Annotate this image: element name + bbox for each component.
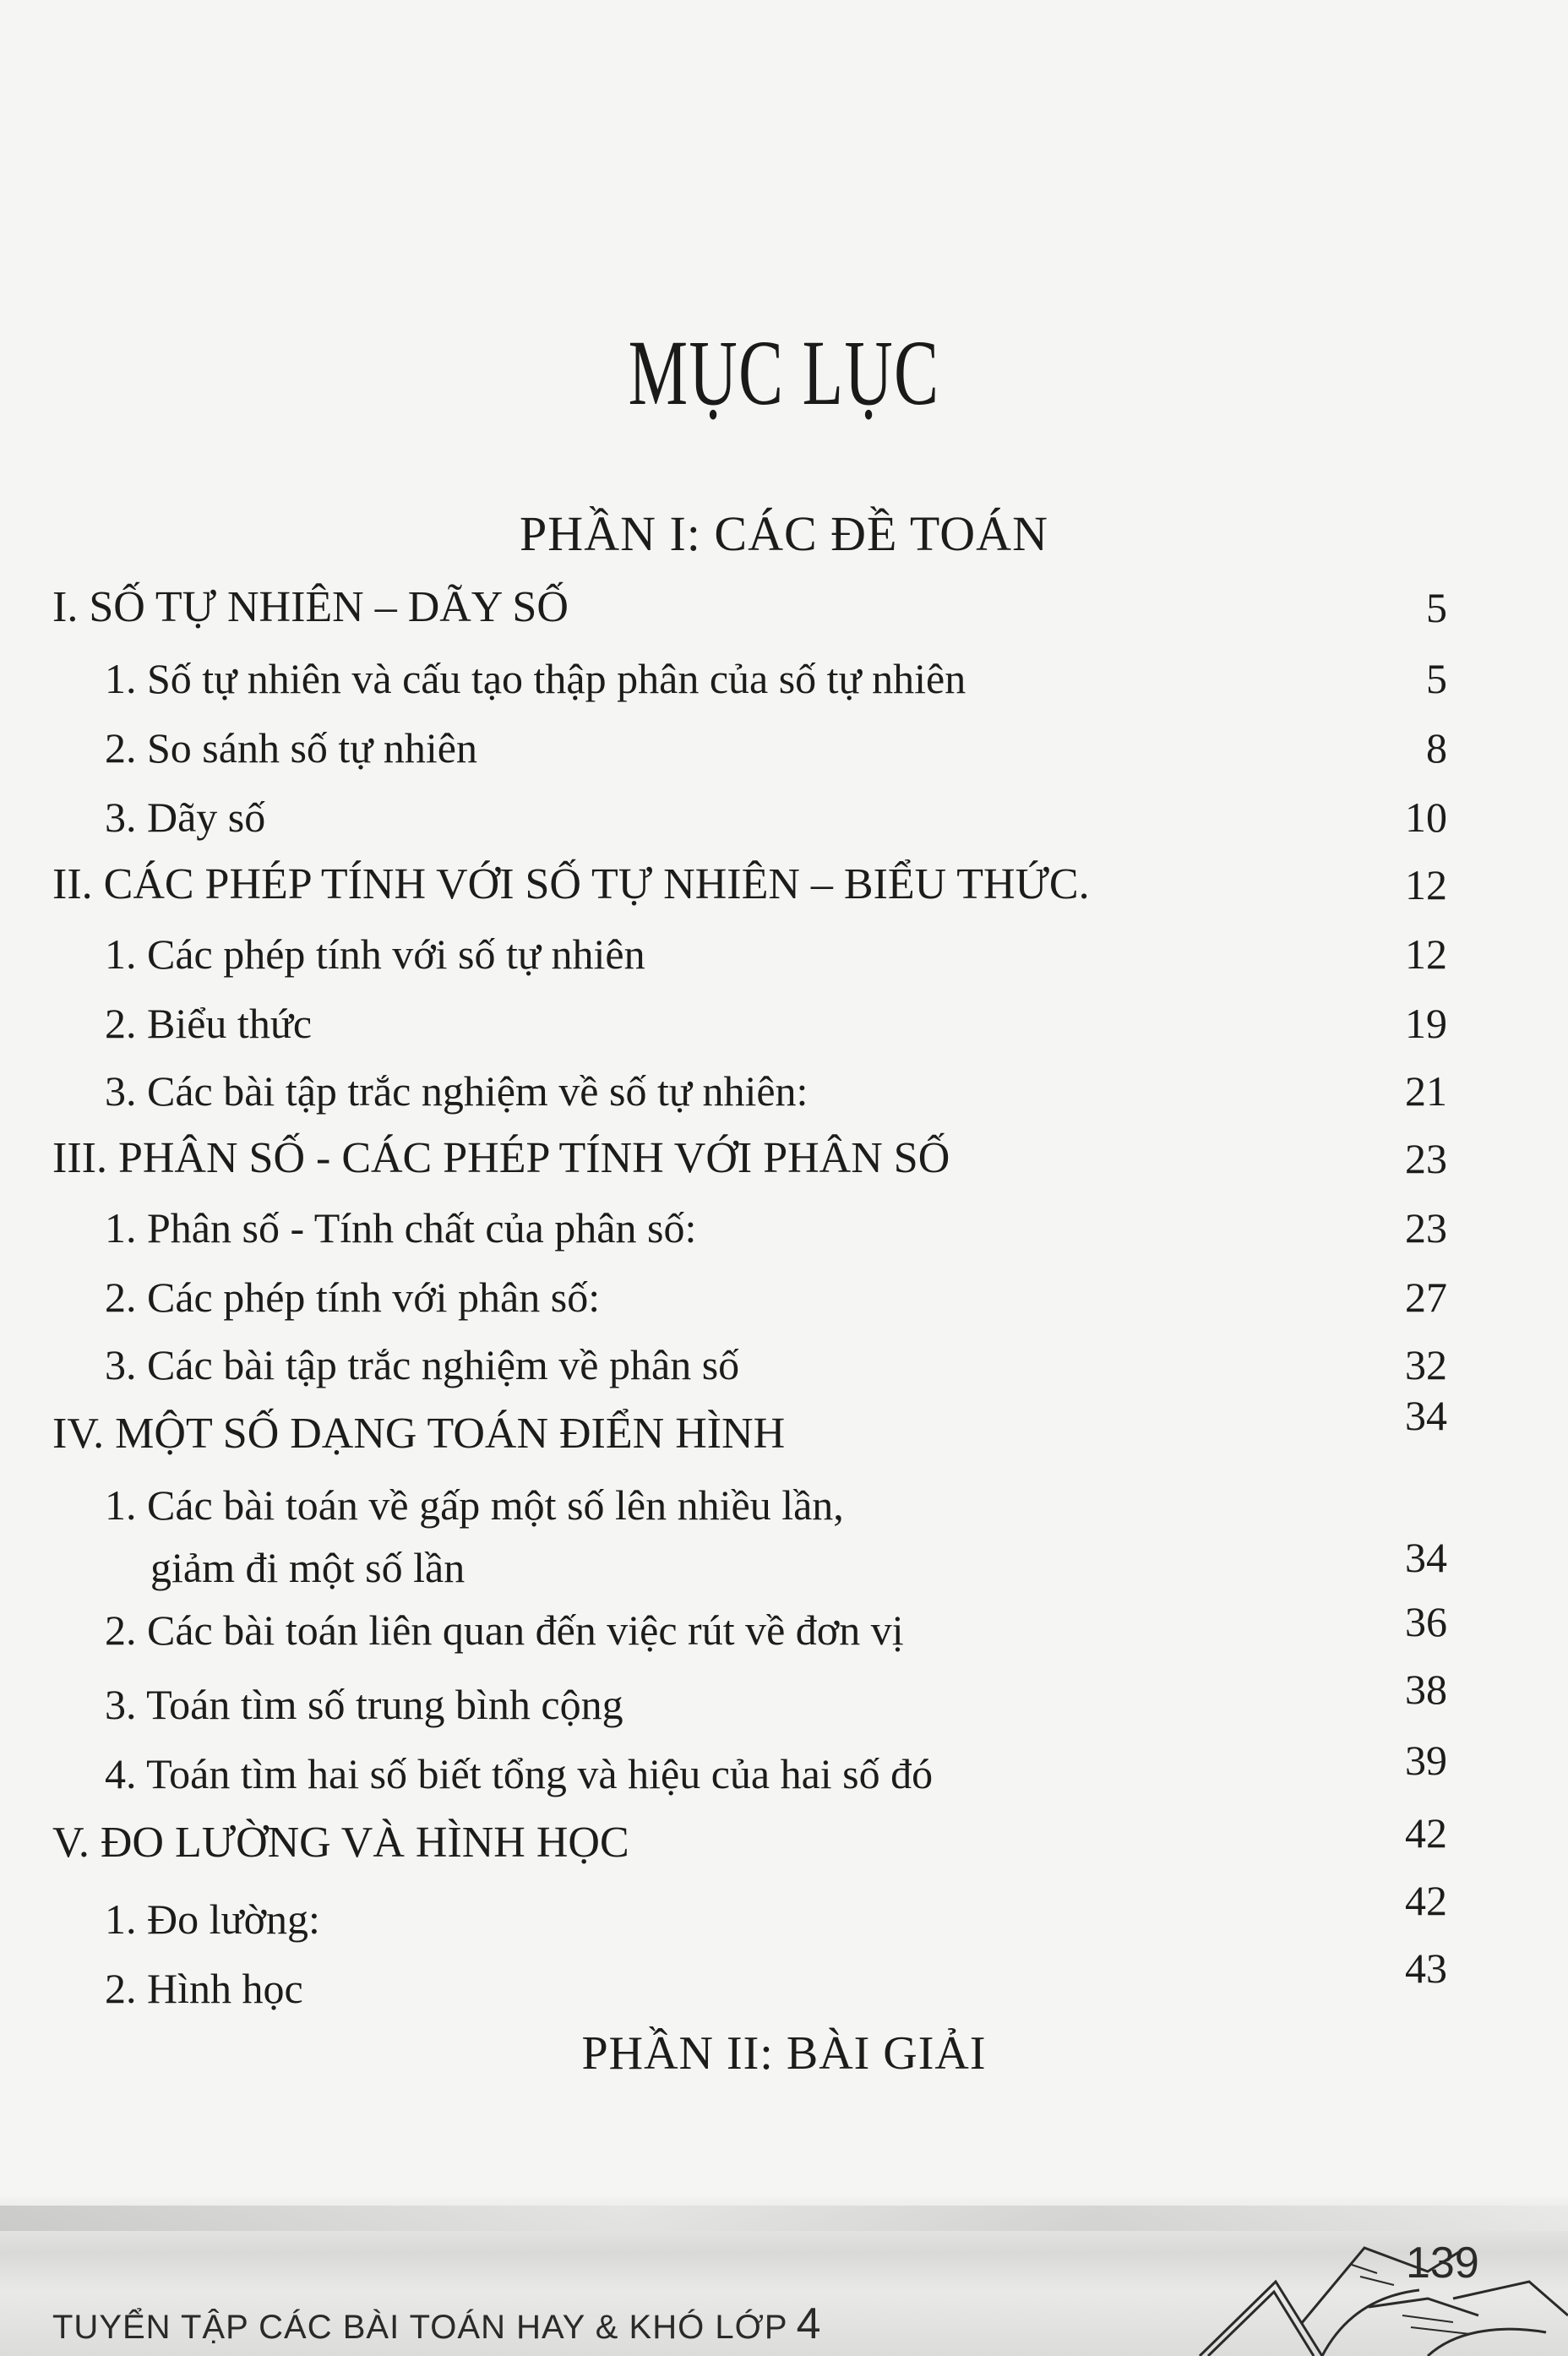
- toc-item-label: 1. Các bài toán về gấp một số lên nhiều lần,: [105, 1481, 844, 1529]
- toc-item[interactable]: [0, 1944, 1568, 2018]
- toc-page-number: 32: [1405, 1341, 1447, 1388]
- toc-page-number: 38: [1405, 1666, 1447, 1713]
- page-title: MỤC LỤC: [628, 321, 940, 424]
- toc-section-5[interactable]: [0, 1809, 1568, 1873]
- part-1-heading: PHẦN I: CÁC ĐỀ TOÁN: [520, 506, 1048, 561]
- toc-page-number: 5: [1426, 584, 1447, 631]
- toc-item[interactable]: [0, 649, 1568, 708]
- toc-page-number: 42: [1405, 1809, 1447, 1857]
- toc-item-label: 3. Các bài tập trắc nghiệm về phân số: [105, 1341, 740, 1388]
- toc-item-label-continued: giảm đi một số lần: [150, 1544, 466, 1591]
- toc-page-number: 8: [1426, 724, 1447, 772]
- toc-page-number: 34: [1405, 1534, 1447, 1581]
- toc-section-4[interactable]: [0, 1392, 1568, 1464]
- toc-item-label: 1. Các phép tính với số tự nhiên: [105, 930, 645, 978]
- footer-page-number: 139: [1406, 2239, 1479, 2288]
- toc-item[interactable]: [0, 1268, 1568, 1327]
- toc-section-label: I. SỐ TỰ NHIÊN – DÃY SỐ: [52, 583, 569, 631]
- toc-item-label: 2. Các phép tính với phân số:: [105, 1273, 601, 1321]
- toc-item[interactable]: [0, 1475, 1568, 1602]
- toc-item-label: 1. Đo lường:: [105, 1895, 320, 1943]
- toc-page-number: 42: [1405, 1877, 1447, 1924]
- part-2-heading: PHẦN II: BÀI GIẢI: [581, 2027, 987, 2080]
- toc-section-1[interactable]: [0, 578, 1568, 637]
- toc-page-number: 34: [1405, 1392, 1447, 1439]
- toc-item[interactable]: [0, 1666, 1568, 1734]
- toc-item-label: 2. Các bài toán liên quan đến việc rút về đơn vị: [105, 1606, 904, 1654]
- toc-item-label: 3. Các bài tập trắc nghiệm về số tự nhiên:: [105, 1067, 808, 1115]
- toc-item-label: 4. Toán tìm hai số biết tổng và hiệu của hai số đó: [105, 1750, 934, 1797]
- footer-grade: 4: [796, 2299, 822, 2348]
- footer-book-title-text: TUYỂN TẬP CÁC BÀI TOÁN HAY & KHÓ LỚP: [52, 2309, 788, 2346]
- toc-section-2[interactable]: [0, 855, 1568, 914]
- toc-item[interactable]: [0, 1598, 1568, 1660]
- toc-item[interactable]: [0, 1877, 1568, 1949]
- toc-page-number: 12: [1405, 861, 1447, 908]
- toc-page-number: 27: [1405, 1273, 1447, 1321]
- toc-page-number: 5: [1426, 655, 1447, 702]
- toc-item-label: 1. Phân số - Tính chất của phân số:: [105, 1204, 697, 1252]
- toc-item[interactable]: [0, 788, 1568, 847]
- toc-section-label: V. ĐO LƯỜNG VÀ HÌNH HỌC: [52, 1819, 629, 1867]
- toc-page-number: 23: [1405, 1135, 1447, 1182]
- toc-item-label: 1. Số tự nhiên và cấu tạo thập phân của số tự nhiên: [105, 655, 966, 702]
- footer-book-title: [52, 2299, 821, 2349]
- toc-item[interactable]: [0, 1737, 1568, 1803]
- toc-item-label: 2. So sánh số tự nhiên: [105, 724, 477, 772]
- toc-page-number: 23: [1405, 1204, 1447, 1252]
- toc-item[interactable]: [0, 1198, 1568, 1257]
- open-book-icon: [1174, 2214, 1568, 2356]
- toc-page-number: 36: [1405, 1598, 1447, 1645]
- toc-item[interactable]: [0, 1061, 1568, 1121]
- toc-section-label: II. CÁC PHÉP TÍNH VỚI SỐ TỰ NHIÊN – BIỂU THỨC.: [52, 860, 1090, 908]
- toc-item[interactable]: [0, 924, 1568, 984]
- toc-item-label: 3. Dãy số: [105, 794, 266, 841]
- toc-item[interactable]: [0, 1335, 1568, 1394]
- toc-item[interactable]: [0, 994, 1568, 1053]
- toc-section-3[interactable]: [0, 1129, 1568, 1188]
- toc-page-number: 10: [1405, 794, 1447, 841]
- toc-page-number: 21: [1405, 1067, 1447, 1115]
- toc-page-number: 39: [1405, 1737, 1447, 1784]
- toc-section-label: IV. MỘT SỐ DẠNG TOÁN ĐIỂN HÌNH: [52, 1410, 786, 1458]
- toc-item-label: 2. Hình học: [105, 1965, 303, 2012]
- toc-section-label: III. PHÂN SỐ - CÁC PHÉP TÍNH VỚI PHÂN SỐ: [52, 1134, 950, 1182]
- toc-page-number: 19: [1405, 1000, 1447, 1047]
- toc-item-label: 3. Toán tìm số trung bình cộng: [105, 1681, 623, 1728]
- toc-page-number: 12: [1405, 930, 1447, 978]
- toc-item-label: 2. Biểu thức: [105, 1000, 313, 1047]
- toc-page-number: 43: [1405, 1944, 1447, 1992]
- toc-item[interactable]: [0, 718, 1568, 777]
